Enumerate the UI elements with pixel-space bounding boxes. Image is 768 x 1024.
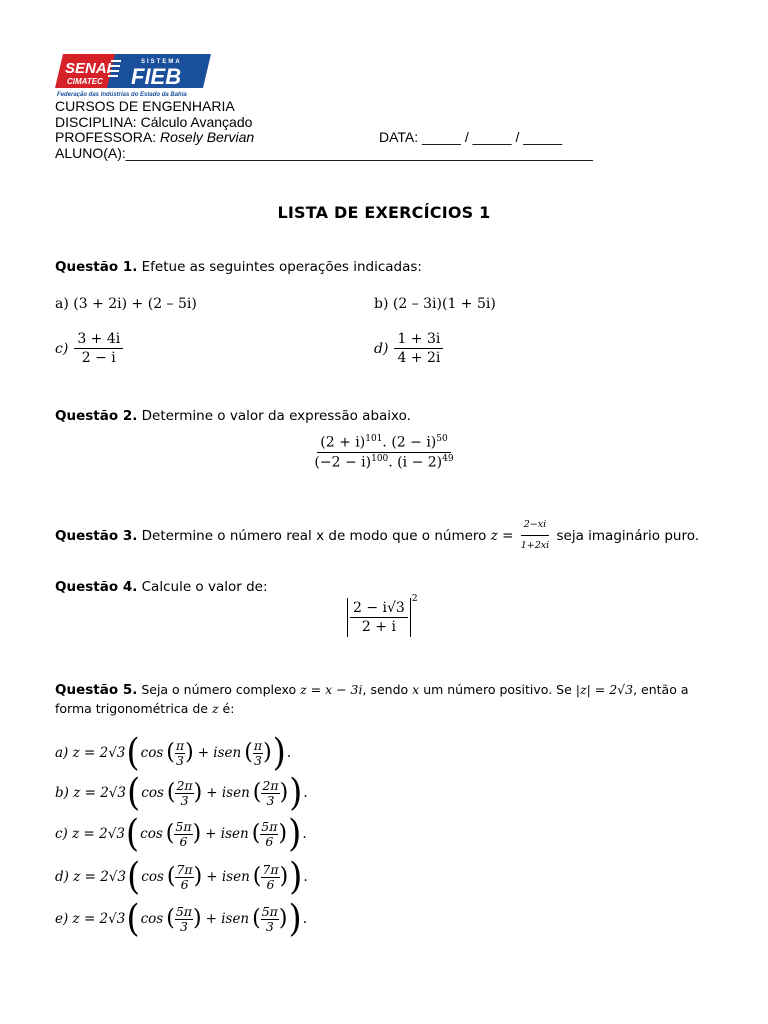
q5-option-b-label: b) z = 2√3 (55, 785, 126, 801)
q5-option-e-sen-fraction (261, 905, 279, 934)
q2-num-b-exp: 50 (436, 434, 448, 444)
q1-d-denominator: 4 + 2i (397, 350, 441, 366)
q5-option-b-cos-fraction (175, 779, 193, 808)
q5-option-a-cos-fraction (175, 739, 185, 768)
question-3 (55, 516, 699, 555)
question-2 (55, 407, 411, 425)
q5-option-d-label: d) z = 2√3 (55, 869, 126, 885)
q1-d-label: d) (374, 340, 389, 357)
q1-c-denominator: 2 − i (81, 350, 116, 366)
q3-label: Questão 3. (55, 527, 138, 544)
q5-line2a: forma trigonométrica de (55, 701, 212, 716)
senai-fieb-logo (55, 52, 211, 98)
q5-line2b: é: (218, 701, 235, 716)
q2-numerator (317, 434, 450, 453)
q5-option-b: b) z = 2√3 ( cos ( $\frac{2\pi}{3}$ ) + isen ( $\frac{2\pi}{3}$ ) ) . (55, 771, 308, 815)
q5-option-a-isen: + isen (197, 745, 242, 761)
q5-option-d-sen-fraction (261, 863, 279, 892)
q5-option-d-sen-num: 7π (262, 861, 279, 877)
q5-option-c-sen-den: 6 (265, 833, 274, 849)
header-date: DATA: _____ / _____ / _____ (379, 129, 563, 145)
q5-option-e-sen-den: 3 (265, 918, 274, 934)
q5-option-d-sen-den: 6 (266, 876, 275, 892)
q5-option-b-sen-den: 3 (266, 792, 275, 808)
q4-label: Questão 4. (55, 579, 138, 595)
q4-fraction (350, 600, 408, 635)
q5-option-e: e) z = 2√3 ( cos ( $\frac{5\pi}{3}$ ) + isen ( $\frac{5\pi}{3}$ ) ) . (55, 897, 308, 941)
q2-text: Determine o valor da expressão abaixo. (137, 408, 411, 424)
q2-denominator (311, 453, 456, 471)
q5-option-a-sen-num: π (253, 737, 263, 753)
q5-option-e-cos-fraction (175, 905, 193, 934)
q5-option-a-sen-den: 3 (253, 752, 262, 768)
q5-option-b-cos-den: 3 (180, 792, 189, 808)
q5-option-a-cos-den: 3 (176, 752, 184, 768)
question-5-line2 (55, 700, 234, 718)
logo-senai-text: SENAI (65, 60, 111, 77)
q2-expression (0, 434, 768, 470)
q5-option-e-isen: + isen (205, 911, 250, 927)
q5-option-c-sen-fraction (260, 820, 278, 849)
q3-z: z = (490, 527, 518, 544)
q5-expr1: z = x − 3i (300, 682, 363, 697)
q1-label: Questão 1. (55, 259, 138, 275)
q3-denominator: 1+2xi (520, 540, 550, 551)
header-professor (55, 129, 254, 145)
q5-option-e-cos: cos (140, 911, 164, 927)
question-4 (55, 578, 268, 596)
q1-c-fraction (74, 331, 123, 366)
q5-option-b-sen-num: 2π (262, 777, 279, 793)
q3-text: Determine o número real x de modo que o número (137, 527, 491, 544)
q5-text1: Seja o número complexo (137, 682, 301, 697)
q5-option-d-cos: cos (141, 869, 164, 885)
q2-den-a: (−2 − i) (314, 454, 372, 471)
q4-denominator: 2 + i (361, 619, 396, 635)
q1-c-numerator: 3 + 4i (74, 331, 123, 349)
q5-z: z (211, 701, 219, 716)
header-discipline: DISCIPLINA: Cálculo Avançado (55, 114, 253, 130)
q5-option-c-cos: cos (140, 826, 163, 842)
logo-sistema-text: SISTEMA (141, 59, 182, 65)
q2-num-b: . (2 − i) (382, 434, 437, 451)
q5-option-c-label: c) z = 2√3 (55, 826, 125, 842)
q1-d-numerator: 1 + 3i (394, 331, 443, 349)
question-1 (55, 258, 422, 276)
q2-den-b: . (i − 2) (388, 454, 443, 471)
q5-option-a-cos: cos (140, 745, 164, 761)
q5-option-b-isen: + isen (206, 785, 250, 801)
q5-option-b-cos-num: 2π (176, 777, 193, 793)
q4-exponent: 2 (411, 594, 418, 604)
q5-option-d-cos-den: 6 (180, 876, 189, 892)
logo-federacao-text: Federação das Indústrias do Estado da Bahia (57, 92, 187, 98)
q5-option-e-cos-den: 3 (179, 918, 188, 934)
q5-option-d: d) z = 2√3 ( cos ( $\frac{7\pi}{6}$ ) + isen ( $\frac{7\pi}{6}$ ) ) . (55, 855, 308, 899)
q5-option-a: a) z = 2√3 ( cos ( $\frac{\pi}{3}$ ) + isen ( $\frac{\pi}{3}$ ) ) . (55, 731, 292, 775)
q5-text2: , sendo (362, 682, 413, 697)
q5-option-b-cos: cos (141, 785, 164, 801)
page-title: LISTA DE EXERCÍCIOS 1 (277, 203, 491, 222)
q5-option-c: c) z = 2√3 ( cos ( $\frac{5\pi}{6}$ ) + isen ( $\frac{5\pi}{6}$ ) ) . (55, 812, 307, 856)
q5-text3: um número positivo. Se (419, 682, 576, 697)
header-student: ALUNO(A):____________________________________________________________ (55, 145, 593, 161)
q2-fraction (311, 434, 456, 470)
q5-option-a-sen-fraction (253, 739, 263, 768)
q1-item-c (55, 331, 123, 366)
q5-label: Questão 5. (55, 682, 138, 698)
q5-option-d-isen: + isen (206, 869, 250, 885)
q5-option-c-cos-den: 6 (179, 833, 188, 849)
q2-den-b-exp: 49 (442, 453, 454, 464)
q5-option-e-label: e) z = 2√3 (55, 911, 126, 927)
header-course: CURSOS DE ENGENHARIA (55, 98, 235, 114)
q5-option-c-cos-fraction (174, 820, 192, 849)
q5-option-c-cos-num: 5π (175, 818, 192, 834)
q5-option-e-cos-num: 5π (175, 903, 192, 919)
q5-option-e-sen-num: 5π (261, 903, 278, 919)
q5-option-d-cos-fraction (175, 863, 193, 892)
q5-option-a-label: a) z = 2√3 (55, 745, 126, 761)
logo-fieb-text: FIEB (131, 64, 182, 89)
q2-label: Questão 2. (55, 408, 138, 424)
q3-numerator: 2−xi (521, 516, 549, 536)
q3-fraction (518, 516, 552, 555)
q4-absolute-value (347, 598, 411, 637)
q2-den-a-exp: 100 (371, 453, 389, 464)
q5-option-c-sen-num: 5π (261, 818, 278, 834)
q1-item-d (374, 331, 443, 366)
q5-text4: , então a (633, 682, 689, 697)
logo-cimatec-text: CIMATEC (67, 77, 103, 86)
q3-tail: seja imaginário puro. (552, 527, 700, 544)
q2-num-a: (2 + i) (320, 434, 366, 451)
q2-num-a-exp: 101 (365, 434, 383, 444)
professor-label: PROFESSORA: (55, 129, 161, 145)
q1-c-label: c) (55, 340, 69, 357)
professor-name: Rosely Bervian (160, 129, 255, 145)
q5-option-c-isen: + isen (205, 826, 249, 842)
q4-numerator: 2 − i√3 (350, 600, 408, 618)
q5-x: x (412, 682, 420, 697)
q1-d-fraction (394, 331, 443, 366)
q1-item-a: a) (3 + 2i) + (2 – 5i) (55, 296, 197, 312)
q5-expr2: |z| = 2√3 (575, 682, 634, 697)
q4-text: Calcule o valor de: (137, 579, 268, 595)
q5-option-d-cos-num: 7π (176, 861, 193, 877)
q1-item-b: b) (2 – 3i)(1 + 5i) (374, 296, 496, 312)
q4-expression (347, 594, 418, 637)
q5-option-a-cos-num: π (175, 737, 185, 753)
q1-text: Efetue as seguintes operações indicadas: (137, 259, 422, 275)
question-5 (55, 681, 689, 699)
q5-option-b-sen-fraction (261, 779, 279, 808)
